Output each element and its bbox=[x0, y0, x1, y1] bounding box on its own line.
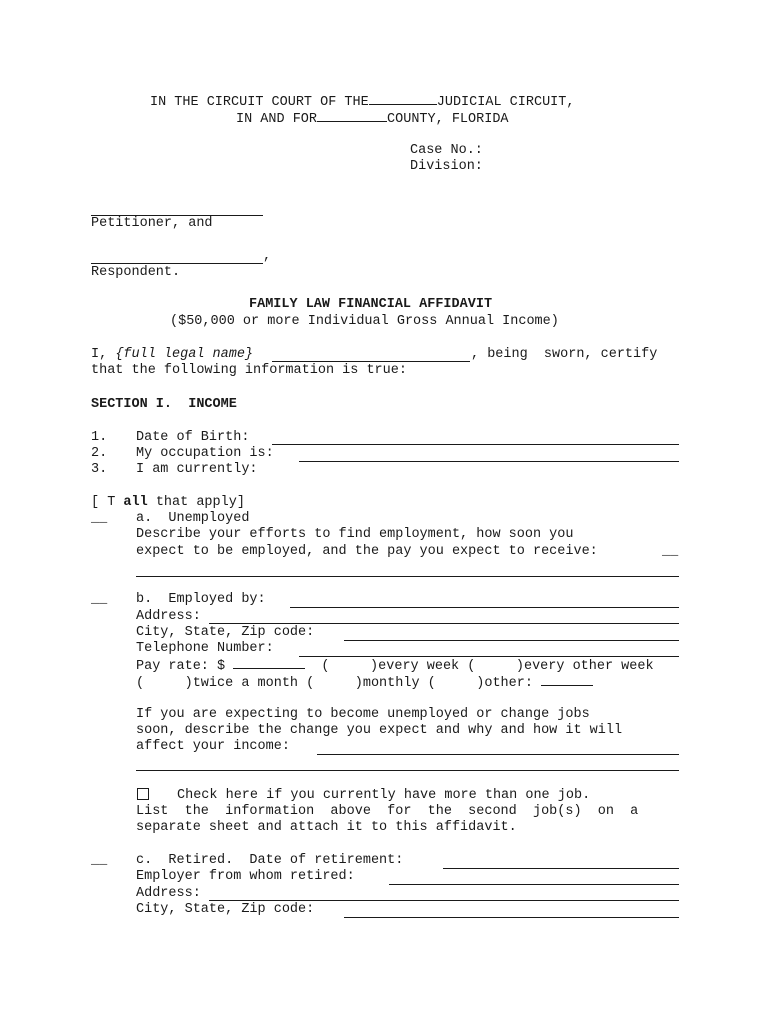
oath-line2: that the following information is true: bbox=[91, 363, 407, 378]
pay-rate-field[interactable] bbox=[233, 657, 305, 669]
circuit-number-field[interactable] bbox=[369, 93, 437, 105]
retired-label: c. Retired. Date of retirement: bbox=[136, 853, 404, 868]
court-header-line2 bbox=[236, 110, 509, 128]
section-heading: SECTION I. INCOME bbox=[91, 397, 237, 412]
retired-check-blank[interactable]: __ bbox=[91, 853, 108, 868]
multiple-jobs-line3: separate sheet and attach it to this affidavit. bbox=[136, 820, 517, 835]
retired-address-field[interactable] bbox=[209, 899, 679, 901]
full-legal-name-field[interactable] bbox=[272, 360, 470, 362]
retired-city-label: City, State, Zip code: bbox=[136, 902, 315, 917]
employer-name-field[interactable] bbox=[290, 606, 679, 608]
multiple-jobs-checkbox[interactable] bbox=[137, 788, 149, 800]
pay-rate-label: Pay rate: $ bbox=[136, 659, 226, 674]
court-header-text: IN THE CIRCUIT COURT OF THE bbox=[150, 95, 369, 110]
case-number-label: Case No.: bbox=[410, 143, 483, 158]
petitioner-label: Petitioner, and bbox=[91, 216, 213, 231]
form-subtitle: ($50,000 or more Individual Gross Annual Income) bbox=[170, 314, 559, 329]
check-all-instruction bbox=[91, 495, 245, 511]
court-header-line1 bbox=[150, 93, 574, 111]
multiple-jobs-line1: Check here if you currently have more than one job. bbox=[177, 788, 591, 803]
currently-label: I am currently: bbox=[136, 462, 258, 477]
respondent-name-field[interactable] bbox=[91, 262, 263, 264]
income-change-field-2[interactable] bbox=[136, 769, 679, 771]
pay-rate-line bbox=[136, 657, 654, 675]
pay-frequency-line2 bbox=[136, 674, 593, 692]
pay-other-field[interactable] bbox=[541, 674, 593, 686]
date-of-birth-label: Date of Birth: bbox=[136, 430, 250, 445]
occupation-label: My occupation is: bbox=[136, 446, 274, 461]
division-label: Division: bbox=[410, 159, 483, 174]
oath-prefix: I, bbox=[91, 347, 116, 362]
employer-city-field[interactable] bbox=[344, 639, 679, 641]
county-field[interactable] bbox=[317, 110, 387, 122]
telephone-label: Telephone Number: bbox=[136, 641, 274, 656]
county-suffix: COUNTY, FLORIDA bbox=[387, 112, 509, 127]
unemployed-desc-line1: Describe your efforts to find employment, how soon you bbox=[136, 527, 574, 542]
employed-check-blank[interactable]: __ bbox=[91, 592, 108, 607]
unemployed-desc-blank[interactable]: __ bbox=[662, 544, 679, 559]
occupation-field[interactable] bbox=[299, 460, 679, 462]
oath-line1 bbox=[91, 347, 253, 363]
employer-address-field[interactable] bbox=[209, 622, 679, 624]
retired-employer-label: Employer from whom retired: bbox=[136, 869, 355, 884]
pay-frequency-options[interactable]: ( )every week ( )every other week bbox=[305, 659, 654, 674]
employer-city-label: City, State, Zip code: bbox=[136, 625, 315, 640]
date-of-birth-field[interactable] bbox=[272, 443, 679, 445]
full-legal-name-hint: {full legal name} bbox=[115, 347, 254, 362]
expect-change-line3: affect your income: bbox=[136, 739, 290, 754]
retired-address-label: Address: bbox=[136, 886, 201, 901]
unemployed-label: a. Unemployed bbox=[136, 511, 250, 526]
retirement-date-field[interactable] bbox=[443, 867, 679, 869]
unemployed-description-field[interactable] bbox=[136, 575, 679, 577]
employer-address-label: Address: bbox=[136, 609, 201, 624]
respondent-comma: , bbox=[263, 249, 272, 264]
form-title: FAMILY LAW FINANCIAL AFFIDAVIT bbox=[249, 297, 493, 312]
oath-suffix: , being sworn, certify bbox=[471, 347, 658, 362]
multiple-jobs-line2: List the information above for the second job(s) on a bbox=[136, 804, 639, 819]
check-all-prefix: [ T bbox=[91, 495, 124, 510]
unemployed-desc-line2: expect to be employed, and the pay you expect to receive: bbox=[136, 544, 598, 559]
retired-employer-field[interactable] bbox=[389, 883, 679, 885]
respondent-label: Respondent. bbox=[91, 265, 181, 280]
unemployed-check-blank[interactable]: __ bbox=[91, 511, 108, 526]
income-change-field[interactable] bbox=[317, 753, 679, 755]
item-3-number: 3. bbox=[91, 462, 108, 477]
retired-city-field[interactable] bbox=[344, 916, 679, 918]
pay-frequency-options-2[interactable]: ( )twice a month ( )monthly ( )other: bbox=[136, 676, 533, 691]
court-header-text-2: JUDICIAL CIRCUIT, bbox=[436, 95, 575, 110]
item-2-number: 2. bbox=[91, 446, 108, 461]
county-prefix: IN AND FOR bbox=[236, 112, 318, 127]
item-1-number: 1. bbox=[91, 430, 108, 445]
check-all-bold: all bbox=[123, 495, 148, 510]
employed-by-label: b. Employed by: bbox=[136, 592, 266, 607]
check-all-suffix: that apply] bbox=[147, 495, 245, 510]
expect-change-line1: If you are expecting to become unemployed or change jobs bbox=[136, 707, 590, 722]
expect-change-line2: soon, describe the change you expect and why and how it will bbox=[136, 723, 623, 738]
